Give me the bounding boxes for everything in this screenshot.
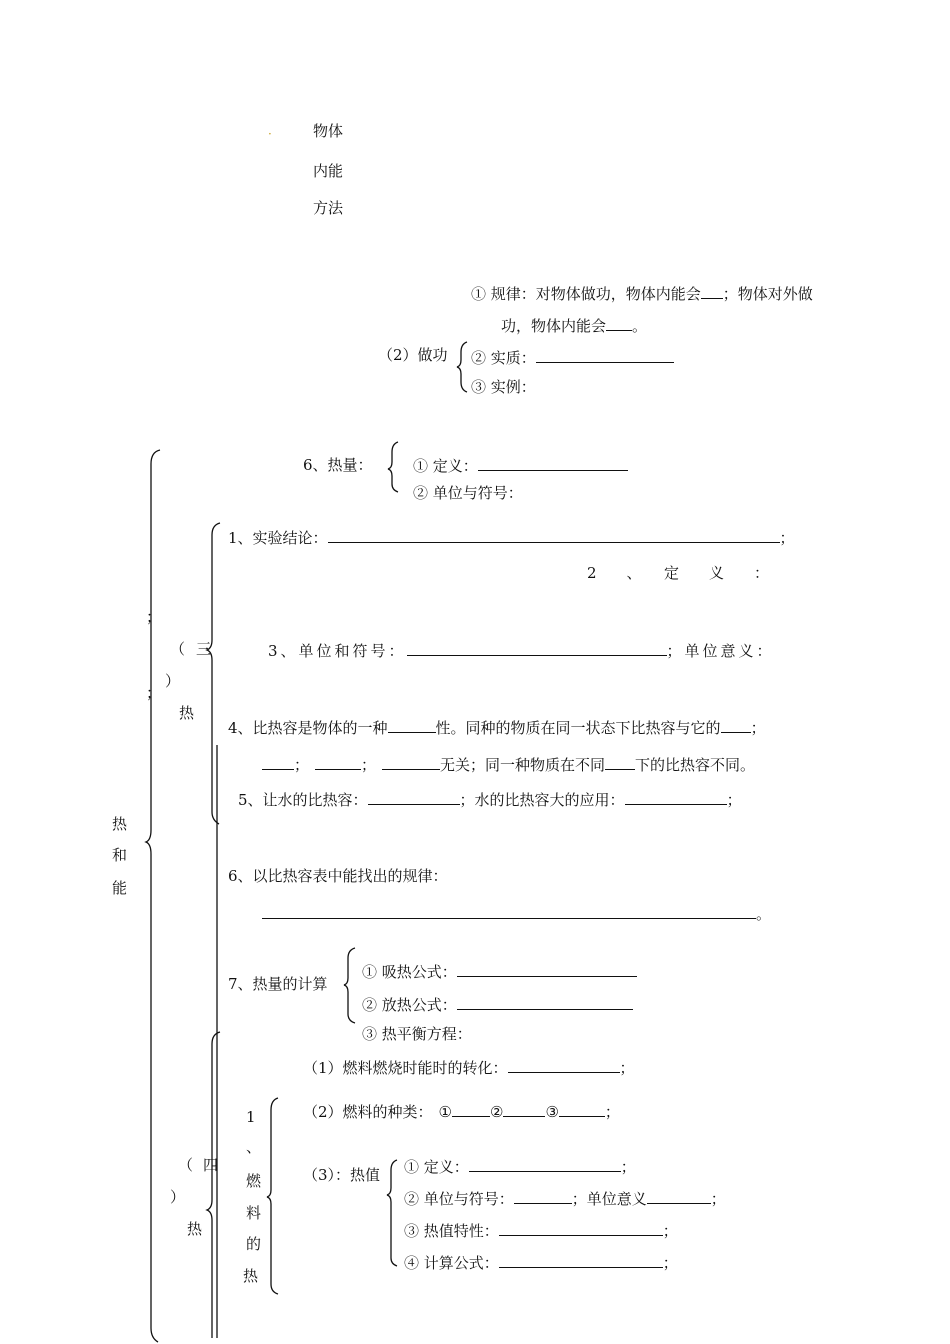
- calc-formula-3: ③ 热平衡方程：: [362, 1025, 472, 1043]
- sec3-paren-right: ）: [165, 672, 181, 690]
- sec3-brace: [207, 523, 220, 824]
- heat-label: 6、热量：: [303, 456, 373, 474]
- value-brace: [387, 1160, 397, 1266]
- left-semicolon-2: ；: [146, 684, 162, 702]
- sec4-char: 热: [187, 1220, 203, 1238]
- heat-brace: [388, 442, 398, 492]
- sh-item-1: 1、实验结论： ；: [228, 529, 795, 547]
- fuel-p1: （1）燃料燃烧时能时的转化： ；: [303, 1059, 635, 1077]
- value-formula: ④ 计算公式： ；: [404, 1254, 678, 1272]
- left-semicolon-1: ；: [146, 608, 162, 626]
- title-char-2: 和: [112, 846, 128, 864]
- sh-item-5: 5、让水的比热容： ；水的比热容大的应用： ；: [238, 791, 742, 809]
- top-line-2: 内能: [313, 162, 344, 180]
- work-label: （2）做功: [378, 346, 448, 364]
- fuel-vert-4: 料: [246, 1204, 262, 1222]
- fuel-p2: （2）燃料的种类： ① ② ③ ；: [303, 1103, 620, 1121]
- fuel-p3: （3）：热值: [303, 1166, 381, 1184]
- sec4-number: 四: [203, 1156, 219, 1174]
- value-property: ③ 热值特性： ；: [404, 1222, 678, 1240]
- sh-item-3: 3、单位和符号： ；单位意义：: [268, 642, 775, 660]
- calc-formula-1: ① 吸热公式：: [362, 964, 637, 980]
- work-brace: [457, 342, 467, 392]
- sh-item-6: 6、以比热容表中能找出的规律：: [228, 867, 448, 885]
- yellow-dot: ·: [268, 127, 272, 141]
- calc-brace: [344, 948, 355, 1023]
- sh-item-6-answer: 。: [262, 906, 771, 922]
- sh-item-7: 7、热量的计算: [228, 975, 328, 993]
- work-rule-line2: 功，物体内能会 。: [501, 317, 648, 335]
- title-char-1: 热: [112, 815, 128, 833]
- top-line-1: 物体: [313, 122, 344, 140]
- fuel-brace: [267, 1098, 278, 1294]
- fuel-vert-2: 、: [246, 1138, 262, 1156]
- heat-def: ① 定义：: [413, 458, 628, 474]
- work-essence: ② 实质：: [471, 350, 674, 366]
- sec3-char: 热: [179, 704, 195, 722]
- work-example: ③ 实例：: [471, 378, 536, 396]
- sh-item-4-line1: 4、比热容是物体的一种 性。同种的物质在同一状态下比热容与它的 ；: [228, 719, 766, 737]
- heat-unit-cut: ② 单位与符号：: [413, 484, 523, 502]
- top-line-3: 方法: [313, 199, 344, 217]
- sh-item-2: 2 、 定 义 ：: [587, 564, 770, 582]
- value-def: ① 定义： ；: [404, 1158, 636, 1176]
- fuel-vert-5: 的: [246, 1235, 262, 1253]
- title-char-3: 能: [112, 879, 128, 897]
- fuel-vert-3: 燃: [246, 1172, 262, 1190]
- fuel-vert-1: 1: [246, 1108, 256, 1126]
- sh-item-4-line2: ； ； 无关；同一种物质在不同 下的比热容不同。: [262, 757, 755, 773]
- fuel-vert-6: 热: [243, 1267, 259, 1285]
- outer-brace: [146, 450, 160, 1342]
- sec4-paren-left: （: [178, 1156, 194, 1174]
- sec3-number: 三: [196, 640, 212, 658]
- value-unit: ② 单位与符号： ；单位意义 ；: [404, 1190, 726, 1208]
- sec3-paren-left: （: [170, 640, 186, 658]
- sec4-paren-right: ）: [170, 1188, 186, 1206]
- sec4-brace: [207, 1032, 220, 1338]
- calc-formula-2: ② 放热公式：: [362, 997, 633, 1013]
- work-rule-line1: ① 规律：对物体做功，物体内能会 ；物体对外做: [471, 285, 813, 303]
